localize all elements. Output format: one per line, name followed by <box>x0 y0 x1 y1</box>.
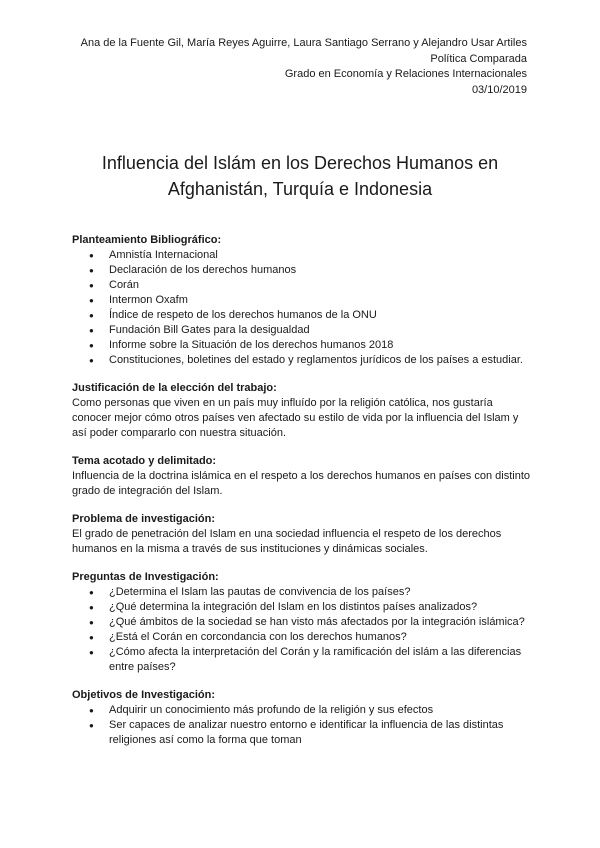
section-paragraph: El grado de penetración del Islam en una sociedad influencia el respeto de los derechos humanos en la misma a través de sus instituciones y dinámicas sociales. <box>72 528 502 555</box>
section-bibliografia <box>72 233 532 368</box>
section-heading: Tema acotado y delimitado: <box>72 455 217 467</box>
list-item: ● Amnistía Internacional <box>72 248 532 263</box>
header-authors: Ana de la Fuente Gil, María Reyes Aguirre, Laura Santiago Serrano y Alejandro Usar Artiles <box>80 37 527 49</box>
list-item: ● ¿Qué ámbitos de la sociedad se han visto más afectados por la integración islámica? <box>72 615 532 630</box>
section-preguntas <box>72 570 532 675</box>
list-item: ● ¿Determina el Islam las pautas de convivencia de los países? <box>72 585 532 600</box>
list-item: ● ¿Cómo afecta la interpretación del Corán y la ramificación del islám a las diferencias entre países? <box>72 645 532 675</box>
list-item: ● Índice de respeto de los derechos humanos de la ONU <box>72 308 532 323</box>
list-item: ● ¿Qué determina la integración del Islam en los distintos países analizados? <box>72 600 532 615</box>
section-justificacion <box>72 381 532 441</box>
document-title <box>0 150 600 202</box>
list-item: ● Intermon Oxafm <box>72 293 532 308</box>
list-item: ● Ser capaces de analizar nuestro entorno e identificar la influencia de las distintas religiones así como la forma que toman <box>72 718 532 748</box>
section-paragraph: Influencia de la doctrina islámica en el respeto a los derechos humanos en países con distinto grado de integración del Islam. <box>72 470 530 497</box>
title-line-2: Afghanistán, Turquía e Indonesia <box>167 179 433 199</box>
list-item: ● Informe sobre la Situación de los derechos humanos 2018 <box>72 338 532 353</box>
section-paragraph: Como personas que viven en un país muy influído por la religión católica, nos gustaría conocer mejor cómo otros países ven afectado su estilo de vida por la influencia del Islam y así poder compararlo con nuestra situación. <box>72 397 519 439</box>
section-heading: Planteamiento Bibliográfico: <box>72 234 222 246</box>
section-heading: Problema de investigación: <box>72 513 216 525</box>
list-item: ● ¿Está el Corán en corcondancia con los derechos humanos? <box>72 630 532 645</box>
document-header <box>81 36 527 98</box>
header-date: 03/10/2019 <box>471 83 527 96</box>
bibliografia-list <box>72 248 532 368</box>
section-problema <box>72 512 532 557</box>
header-course: Política Comparada <box>430 52 527 65</box>
title-line-1: Influencia del Islám en los Derechos Humanos en <box>101 153 499 173</box>
section-tema <box>72 454 532 499</box>
list-item: ● Corán <box>72 278 532 293</box>
section-heading: Preguntas de Investigación: <box>72 571 219 583</box>
list-item: ● Constituciones, boletines del estado y reglamentos jurídicos de los países a estudiar. <box>72 353 532 368</box>
preguntas-list <box>72 585 532 675</box>
header-degree: Grado en Economía y Relaciones Internacionales <box>284 68 527 80</box>
section-heading: Justificación de la elección del trabajo: <box>72 382 277 394</box>
section-objetivos <box>72 688 532 748</box>
objetivos-list <box>72 703 532 748</box>
section-heading: Objetivos de Investigación: <box>72 689 216 701</box>
list-item: ● Fundación Bill Gates para la desigualdad <box>72 323 532 338</box>
list-item: ● Adquirir un conocimiento más profundo de la religión y sus efectos <box>72 703 532 718</box>
document-body <box>72 233 532 761</box>
list-item: ● Declaración de los derechos humanos <box>72 263 532 278</box>
